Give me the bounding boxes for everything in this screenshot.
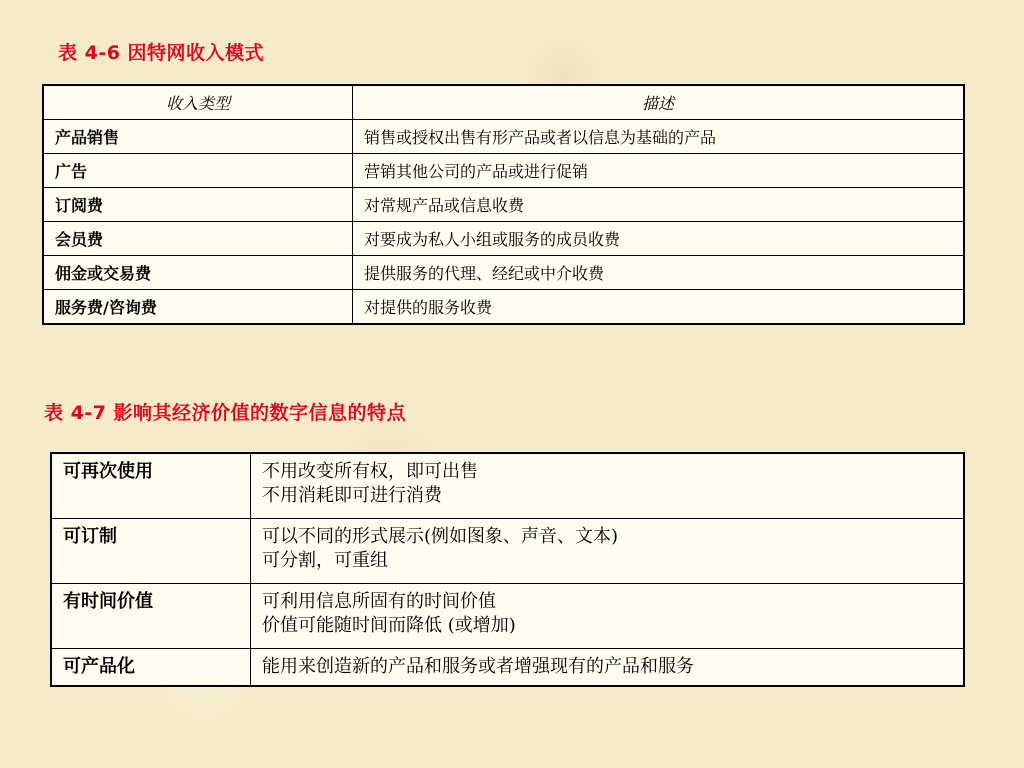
detail-line: 不用改变所有权，即可出售 bbox=[262, 461, 478, 482]
table-row bbox=[43, 188, 964, 222]
detail-line: 可分割，可重组 bbox=[262, 550, 388, 571]
feature-detail-cell bbox=[251, 649, 965, 687]
table-row bbox=[51, 519, 964, 584]
revenue-type-cell: 佣金或交易费 bbox=[43, 256, 353, 290]
header-description: 描述 bbox=[353, 85, 965, 120]
table-row bbox=[43, 120, 964, 154]
table-row bbox=[51, 453, 964, 519]
detail-line: 价值可能随时间而降低 (或增加) bbox=[262, 615, 516, 636]
table-4-7-caption: 表 4-7 影响其经济价值的数字信息的特点 bbox=[44, 402, 407, 424]
revenue-type-cell: 订阅费 bbox=[43, 188, 353, 222]
table-row bbox=[43, 154, 964, 188]
detail-line: 可以不同的形式展示(例如图象、声音、文本) bbox=[262, 526, 619, 547]
description-cell: 对要成为私人小组或服务的成员收费 bbox=[353, 222, 965, 256]
description-cell: 销售或授权出售有形产品或者以信息为基础的产品 bbox=[353, 120, 965, 154]
table-row bbox=[43, 290, 964, 325]
revenue-type-cell: 产品销售 bbox=[43, 120, 353, 154]
feature-detail-cell bbox=[251, 453, 965, 519]
digital-info-features-table bbox=[50, 452, 965, 687]
feature-detail-cell bbox=[251, 584, 965, 649]
description-cell: 对提供的服务收费 bbox=[353, 290, 965, 325]
table-row bbox=[43, 256, 964, 290]
feature-cell: 可订制 bbox=[51, 519, 251, 584]
detail-line: 可利用信息所固有的时间价值 bbox=[262, 591, 496, 612]
table-row bbox=[43, 222, 964, 256]
revenue-type-cell: 服务费/咨询费 bbox=[43, 290, 353, 325]
revenue-type-cell: 广告 bbox=[43, 154, 353, 188]
description-cell: 提供服务的代理、经纪或中介收费 bbox=[353, 256, 965, 290]
feature-cell: 可再次使用 bbox=[51, 453, 251, 519]
table-header-row bbox=[43, 85, 964, 120]
detail-line: 不用消耗即可进行消费 bbox=[262, 485, 442, 506]
detail-line: 能用来创造新的产品和服务或者增强现有的产品和服务 bbox=[262, 656, 694, 677]
feature-detail-cell bbox=[251, 519, 965, 584]
feature-cell: 可产品化 bbox=[51, 649, 251, 687]
revenue-type-cell: 会员费 bbox=[43, 222, 353, 256]
description-cell: 对常规产品或信息收费 bbox=[353, 188, 965, 222]
table-4-6-caption: 表 4-6 因特网收入模式 bbox=[58, 42, 265, 64]
description-cell: 营销其他公司的产品或进行促销 bbox=[353, 154, 965, 188]
feature-cell: 有时间价值 bbox=[51, 584, 251, 649]
table-row bbox=[51, 584, 964, 649]
header-revenue-type: 收入类型 bbox=[43, 85, 353, 120]
revenue-model-table bbox=[42, 84, 965, 325]
table-row bbox=[51, 649, 964, 687]
